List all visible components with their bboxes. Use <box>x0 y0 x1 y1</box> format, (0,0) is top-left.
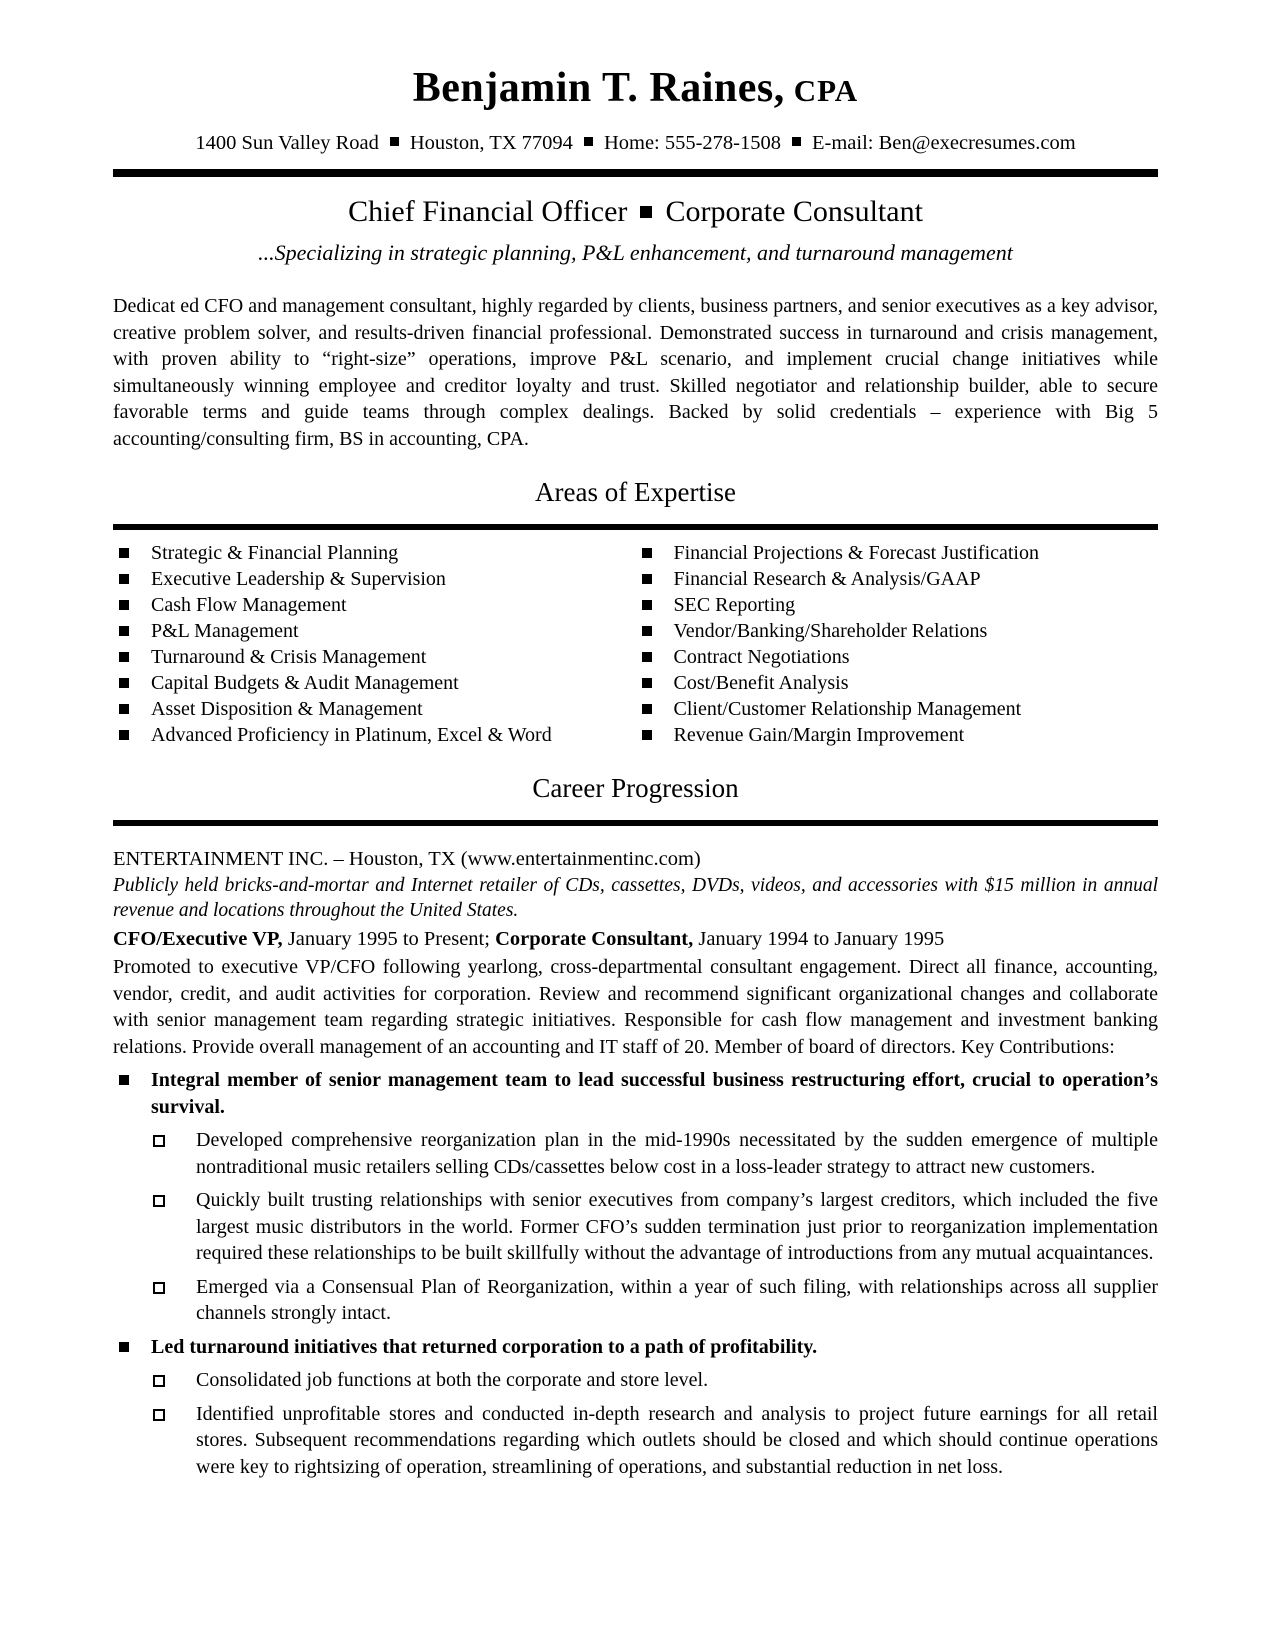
bullet-square-icon <box>642 574 652 584</box>
bullet-square-icon <box>119 652 129 662</box>
expertise-item-label: Advanced Proficiency in Platinum, Excel & Word <box>151 724 552 746</box>
bullet-hollow-square-icon <box>153 1135 165 1147</box>
bullet-square-icon <box>119 730 129 740</box>
contribution-highlight-text: Led turnaround initiatives that returned corporation to a path of profitability. <box>151 1335 818 1358</box>
expertise-item-label: Revenue Gain/Margin Improvement <box>673 724 965 746</box>
expertise-item <box>113 696 636 722</box>
bullet-square-icon <box>642 548 652 558</box>
career-rule <box>113 820 1158 826</box>
bullet-square-icon <box>119 678 129 688</box>
expertise-item-label: Vendor/Banking/Shareholder Relations <box>673 620 988 642</box>
company-line: ENTERTAINMENT INC. – Houston, TX (www.entertainmentinc.com) <box>113 848 701 870</box>
bullet-square-icon <box>119 626 129 636</box>
expertise-item <box>636 566 1159 592</box>
contribution-block <box>113 1334 1158 1481</box>
contact-phone: Home: 555-278-1508 <box>603 132 782 154</box>
role-summary: Promoted to executive VP/CFO following yearlong, cross-departmental consultant engagement. Direct all finance, accounting, vendor, credit, and audit activities for corporation. Review and recommend significant organizational changes and collaborate with senior management team regarding strategic initiatives. Responsible for cash flow management and investment banking relations. Provide overall management of an accounting and IT staff of 20. Member of board of directors. Key Contributions: <box>113 956 1158 1058</box>
contribution-detail <box>150 1367 1158 1394</box>
contribution-detail <box>150 1187 1158 1267</box>
expertise-item <box>113 722 636 748</box>
expertise-item-label: Financial Projections & Forecast Justification <box>673 542 1039 564</box>
expertise-item <box>636 722 1159 748</box>
job-title <box>113 194 1158 230</box>
expertise-item <box>636 618 1159 644</box>
expertise-rule <box>113 524 1158 530</box>
contribution-detail-text: Emerged via a Consensual Plan of Reorganization, within a year of such filing, with relationships across all supplier channels strongly intact. <box>196 1275 1158 1324</box>
expertise-item-label: Asset Disposition & Management <box>151 698 423 720</box>
square-separator-icon <box>640 206 652 218</box>
expertise-item <box>636 540 1159 566</box>
contribution-detail-text: Developed comprehensive reorganization plan in the mid-1990s necessitated by the sudden emergence of multiple nontraditional music retailers selling CDs/cassettes below cost in a loss-leader strategy to attract new customers. <box>196 1129 1158 1178</box>
expertise-item <box>636 644 1159 670</box>
expertise-item <box>113 566 636 592</box>
contribution-detail-text: Consolidated job functions at both the corporate and store level. <box>196 1369 709 1391</box>
expertise-item-label: Strategic & Financial Planning <box>151 542 399 564</box>
bullet-square-icon <box>119 1342 129 1352</box>
bullet-square-icon <box>642 600 652 610</box>
role-line <box>113 926 1158 952</box>
expertise-item-label: Executive Leadership & Supervision <box>151 568 446 590</box>
bullet-square-icon <box>119 600 129 610</box>
expertise-list-left <box>113 540 636 748</box>
bullet-square-icon <box>119 574 129 584</box>
contribution-detail-text: Identified unprofitable stores and conducted in-depth research and analysis to project future earnings for all retail stores. Subsequent recommendations regarding which outlets should be closed and which should continue operations were key to rightsizing of operation, streamlining of operations, and substantial reduction in net loss. <box>196 1402 1158 1478</box>
bullet-square-icon <box>642 678 652 688</box>
contribution-highlight-text: Integral member of senior management team to lead successful business restructuring effort, crucial to operation’s survival. <box>151 1069 1158 1118</box>
summary-paragraph: Dedicat ed CFO and management consultant, highly regarded by clients, business partners, and senior executives as a key advisor, creative problem solver, and results-driven financial professional. Demonstrated success in turnaround and crisis management, with proven ability to “right-size” operations, improve P&L scenario, and implement crucial change initiatives while simultaneously winning employee and creditor loyalty and trust. Skilled negotiator and relationship builder, able to secure favorable terms and guide teams through complex dealings. Backed by solid credentials – experience with Big 5 accounting/consulting firm, BS in accounting, CPA. <box>113 295 1158 450</box>
bullet-hollow-square-icon <box>153 1282 165 1294</box>
bullet-hollow-square-icon <box>153 1375 165 1387</box>
expertise-list <box>113 540 1158 748</box>
resume-header <box>113 62 1158 123</box>
expertise-item <box>636 670 1159 696</box>
contact-address: 1400 Sun Valley Road <box>195 132 379 154</box>
expertise-item <box>113 644 636 670</box>
expertise-item-label: Turnaround & Crisis Management <box>151 646 427 668</box>
expertise-item-label: Capital Budgets & Audit Management <box>151 672 459 694</box>
expertise-item <box>113 540 636 566</box>
contact-city: Houston, TX 77094 <box>409 132 573 154</box>
expertise-item-label: Contract Negotiations <box>673 646 850 668</box>
expertise-item-label: Cash Flow Management <box>151 594 347 616</box>
bullet-square-icon <box>642 626 652 636</box>
candidate-credential: CPA <box>793 73 859 108</box>
expertise-list-right <box>636 540 1159 748</box>
expertise-item <box>113 592 636 618</box>
tagline: ...Specializing in strategic planning, P&L enhancement, and turnaround management <box>258 240 1013 265</box>
contribution-detail <box>150 1401 1158 1481</box>
contribution-detail <box>150 1274 1158 1327</box>
expertise-item-label: Financial Research & Analysis/GAAP <box>673 568 981 590</box>
expertise-item-label: SEC Reporting <box>673 594 796 616</box>
expertise-item <box>636 696 1159 722</box>
bullet-square-icon <box>642 652 652 662</box>
role-dates-secondary: January 1994 to January 1995 <box>693 928 945 950</box>
candidate-name: Benjamin T. Raines, <box>412 65 785 111</box>
contribution-detail <box>150 1127 1158 1180</box>
square-separator-icon <box>390 137 399 146</box>
bullet-square-icon <box>119 1075 129 1085</box>
square-separator-icon <box>584 137 593 146</box>
expertise-item <box>113 618 636 644</box>
bullet-hollow-square-icon <box>153 1195 165 1207</box>
expertise-item <box>636 592 1159 618</box>
expertise-item-label: Cost/Benefit Analysis <box>673 672 849 694</box>
contribution-highlight <box>113 1334 1158 1361</box>
expertise-item-label: Client/Customer Relationship Management <box>673 698 1022 720</box>
expertise-item-label: P&L Management <box>151 620 299 642</box>
contact-email: E-mail: Ben@execresumes.com <box>812 132 1076 154</box>
contribution-block <box>113 1067 1158 1327</box>
role-title-primary: CFO/Executive VP, <box>113 928 283 950</box>
expertise-item <box>113 670 636 696</box>
section-heading-expertise: Areas of Expertise <box>535 477 736 507</box>
job-title-left: Chief Financial Officer <box>348 195 628 228</box>
bullet-square-icon <box>119 704 129 714</box>
section-heading-career: Career Progression <box>532 773 739 803</box>
bullet-hollow-square-icon <box>153 1409 165 1421</box>
square-separator-icon <box>792 137 801 146</box>
contribution-highlight <box>113 1067 1158 1120</box>
contribution-detail-text: Quickly built trusting relationships with senior executives from company’s largest creditors, which included the five largest music distributors in the world. Former CFO’s sudden termination just prior to reorganization implementation required these relationships to be built skillfully without the advantage of introductions from any mutual acquaintances. <box>196 1189 1158 1264</box>
company-description: Publicly held bricks-and-mortar and Internet retailer of CDs, cassettes, DVDs, videos, and accessories with $15 million in annual revenue and locations throughout the United States. <box>113 875 1158 921</box>
role-title-secondary: Corporate Consultant, <box>495 928 694 950</box>
header-rule <box>113 169 1158 177</box>
bullet-square-icon <box>642 730 652 740</box>
contact-line <box>113 132 1158 155</box>
bullet-square-icon <box>119 548 129 558</box>
job-title-right: Corporate Consultant <box>665 195 923 228</box>
role-dates-primary: January 1995 to Present; <box>282 928 496 950</box>
bullet-square-icon <box>642 704 652 714</box>
